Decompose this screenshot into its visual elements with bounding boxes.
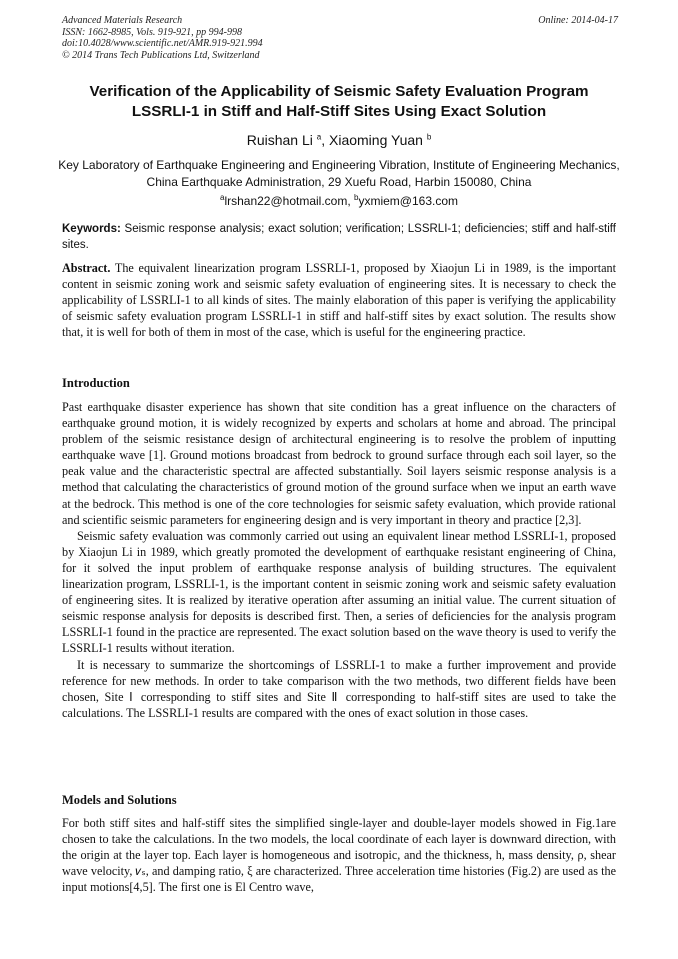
- paragraph: Seismic safety evaluation was commonly carried out using an equivalent linear method LSSRLI-1, proposed by Xiaojun Li in 1989, which greatly promoted the development of earthquake resistant engineering of China, for it solved the input problem of earthquake response analysis of building structures. The equivalent linearization program, LSSRLI-1, is the important content in seismic zoning work and seismic safety evaluation of engineering sites. It is realized by iterative operation after assuming an initial value. The current situation of seismic response analysis for deposits is described first. Then, a series of deficiencies for the analysis program LSSRLI-1 found in the practice are represented. The exact solution based on the wave theory is used to verify the LSSRLI-1 results without iteration.: [62, 528, 616, 656]
- abstract-text: The equivalent linearization program LSSRLI-1, proposed by Xiaojun Li in 1989, is the important content in seismic zoning work and seismic safety evaluation of engineering sites. It is necessary to check the applicability of LSSRLI-1 to all kinds of sites. The mainly elaboration of this paper is verifying the applicability of seismic safety evaluation program LSSRLI-1 in stiff and half-stiff sites by exact solution. The results show that, it is well for both of them in most of the case, which is useful for the engineering practice.: [62, 261, 616, 340]
- journal-name: Advanced Materials Research: [62, 15, 183, 26]
- journal-copyright: © 2014 Trans Tech Publications Ltd, Switzerland: [62, 49, 260, 61]
- email-link[interactable]: lrshan22@hotmail.com: [224, 194, 348, 208]
- email-marker: b: [354, 193, 359, 202]
- author-separator: ,: [321, 132, 329, 148]
- journal-issn: ISSN: 1662-8985, Vols. 919-921, pp 994-998: [62, 26, 242, 38]
- keywords-label: Keywords:: [62, 223, 121, 235]
- author-affil-marker: a: [316, 132, 322, 142]
- journal-header: [62, 15, 618, 61]
- affiliation-line: China Earthquake Administration, 29 Xuefu Road, Harbin 150080, China: [146, 175, 532, 189]
- paragraph: For both stiff sites and half-stiff sites the simplified single-layer and double-layer models showed in Fig.1are chosen to take the calculations. In the two models, the local coordinate of each layer is downward direction, with the origin at the layer top. Each layer is homogeneous and isotropic, and the thickness, h, mass density, ρ, shear wave velocity, 𝑣ₛ, and damping ratio, ξ are characterized. Three acceleration time histories (Fig.2) are used as the input motions[4,5]. The first one is El Centro wave,: [62, 816, 616, 895]
- affiliation: [50, 157, 628, 191]
- author-emails: [50, 193, 628, 209]
- affiliation-line: Key Laboratory of Earthquake Engineering and Engineering Vibration, Institute of Engineering Mechanics,: [58, 158, 620, 172]
- section-heading-introduction: Introduction: [62, 376, 130, 390]
- paragraph: Past earthquake disaster experience has shown that site condition has a great influence on the characters of earthquake ground motion, it is widely recognized by experts and scholars at home and abroad. The principal problem of the seismic resistance design of architectural engineering is to resolve the problem of inputting earthquake wave [1]. Ground motions broadcast from bedrock to ground surface through each soil layer, so the peak value and the characteristic spectral are affected substantially. Soil layers seismic response analysis is a method that calculating the characteristics of ground motion of the ground surface when we input an earth wave at the bedrock. This method is one of the core technologies for seismic safety evaluation, which provide rational and scientific seismic parameters for engineering design and is very important in theory and practice [2,3].: [62, 400, 616, 527]
- author-affil-marker: b: [426, 132, 432, 142]
- paper-title-line-2: LSSRLI-1 in Stiff and Half-Stiff Sites Using Exact Solution: [131, 103, 547, 120]
- section-heading-models: Models and Solutions: [62, 793, 177, 807]
- introduction-body: [62, 399, 616, 721]
- keywords: [62, 222, 616, 253]
- models-body: [62, 815, 616, 895]
- author-name: Xiaoming Yuan: [329, 132, 423, 148]
- keywords-text: Seismic response analysis; exact solution; verification; LSSRLI-1; deficiencies; stiff and half-stiff sites.: [62, 223, 616, 251]
- journal-doi: doi:10.4028/www.scientific.net/AMR.919-921.994: [62, 38, 263, 49]
- author-list: [50, 131, 628, 149]
- online-date: Online: 2014-04-17: [538, 15, 618, 26]
- abstract-label: Abstract.: [62, 261, 111, 275]
- email-link[interactable]: yxmiem@163.com: [358, 194, 459, 208]
- paragraph: It is necessary to summarize the shortcomings of LSSRLI-1 to make a further improvement and provide reference for new methods. In order to take comparison with the two methods, two different fields have been chosen, Site Ⅰ corresponding to stiff sites and Site Ⅱ corresponding to half-stiff sites are used to take the calculations. The LSSRLI-1 results are compared with the ones of exact solution in those cases.: [62, 657, 616, 720]
- paper-title-line-1: Verification of the Applicability of Seismic Safety Evaluation Program: [89, 83, 589, 100]
- email-separator: ,: [347, 194, 355, 208]
- paper-title: [50, 82, 628, 122]
- author-name: Ruishan Li: [246, 132, 313, 148]
- abstract: [62, 260, 616, 340]
- email-marker: a: [219, 193, 225, 202]
